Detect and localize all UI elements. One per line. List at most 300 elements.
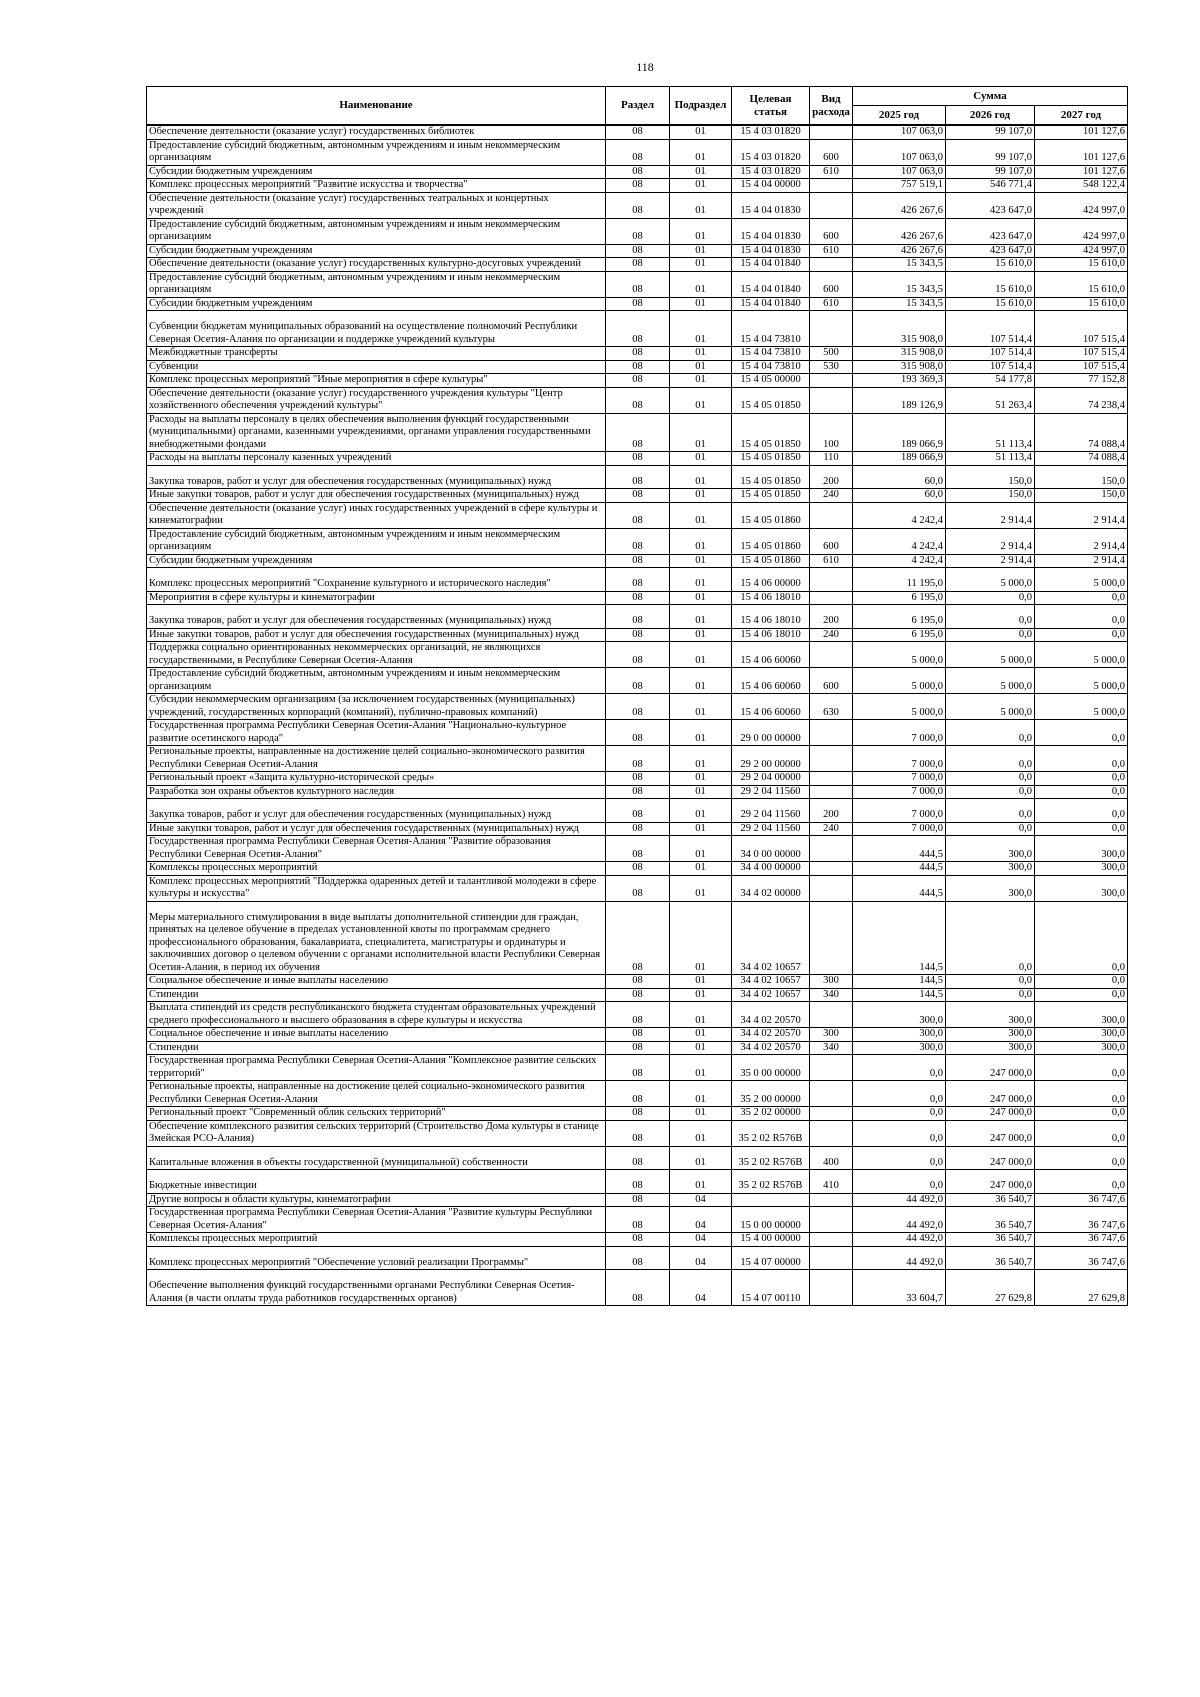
row-target-article: 15 4 04 01830 — [732, 192, 810, 218]
row-amount-2026: 15 610,0 — [946, 258, 1035, 272]
row-expense-type — [810, 1107, 853, 1121]
row-amount-2027: 0,0 — [1035, 785, 1128, 799]
row-expense-type — [810, 591, 853, 605]
row-section: 08 — [606, 1246, 670, 1270]
row-subsection: 01 — [670, 244, 732, 258]
header-expense-type: Вид расхода — [810, 87, 853, 126]
row-subsection: 01 — [670, 452, 732, 466]
row-amount-2026: 51 263,4 — [946, 387, 1035, 413]
row-amount-2025: 315 908,0 — [853, 311, 946, 347]
row-subsection: 01 — [670, 1055, 732, 1081]
row-target-article: 15 4 04 01830 — [732, 218, 810, 244]
row-name: Закупка товаров, работ и услуг для обеспечения государственных (муниципальных) нужд — [147, 605, 606, 629]
table-row — [147, 720, 1128, 746]
row-amount-2025: 0,0 — [853, 1081, 946, 1107]
row-amount-2025: 5 000,0 — [853, 642, 946, 668]
row-amount-2026: 36 540,7 — [946, 1207, 1035, 1233]
table-row — [147, 1081, 1128, 1107]
row-target-article: 15 4 05 01860 — [732, 528, 810, 554]
row-amount-2025: 6 195,0 — [853, 628, 946, 642]
row-expense-type: 200 — [810, 799, 853, 823]
row-amount-2027: 5 000,0 — [1035, 694, 1128, 720]
row-section: 08 — [606, 387, 670, 413]
row-name: Межбюджетные трансферты — [147, 347, 606, 361]
row-amount-2026: 0,0 — [946, 799, 1035, 823]
row-amount-2025: 6 195,0 — [853, 591, 946, 605]
row-subsection: 01 — [670, 374, 732, 388]
table-row — [147, 271, 1128, 297]
row-name: Субсидии бюджетным учреждениям — [147, 297, 606, 311]
table-row — [147, 785, 1128, 799]
row-expense-type — [810, 1270, 853, 1306]
row-section: 08 — [606, 1081, 670, 1107]
row-target-article: 15 0 00 00000 — [732, 1207, 810, 1233]
row-subsection: 04 — [670, 1207, 732, 1233]
table-row — [147, 452, 1128, 466]
row-expense-type: 600 — [810, 668, 853, 694]
row-section: 08 — [606, 1107, 670, 1121]
row-amount-2027: 5 000,0 — [1035, 642, 1128, 668]
row-amount-2027: 0,0 — [1035, 1055, 1128, 1081]
row-name: Региональные проекты, направленные на достижение целей социально-экономического развития Республики Северная Осетия-Алания — [147, 746, 606, 772]
row-target-article: 15 4 05 01850 — [732, 452, 810, 466]
row-expense-type — [810, 862, 853, 876]
row-amount-2026: 300,0 — [946, 1041, 1035, 1055]
row-expense-type: 600 — [810, 218, 853, 244]
row-target-article: 34 4 02 10657 — [732, 901, 810, 975]
row-expense-type — [810, 720, 853, 746]
row-amount-2026: 300,0 — [946, 875, 1035, 901]
row-expense-type — [810, 1207, 853, 1233]
row-name: Расходы на выплаты персоналу казенных учреждений — [147, 452, 606, 466]
row-amount-2025: 193 369,3 — [853, 374, 946, 388]
row-target-article: 15 4 05 01850 — [732, 413, 810, 452]
row-section: 08 — [606, 836, 670, 862]
row-subsection: 01 — [670, 465, 732, 489]
row-amount-2027: 0,0 — [1035, 799, 1128, 823]
row-amount-2026: 300,0 — [946, 1002, 1035, 1028]
table-row — [147, 642, 1128, 668]
row-amount-2027: 36 747,6 — [1035, 1193, 1128, 1207]
row-expense-type: 610 — [810, 244, 853, 258]
row-target-article: 29 2 04 00000 — [732, 772, 810, 786]
row-expense-type — [810, 785, 853, 799]
row-amount-2026: 15 610,0 — [946, 297, 1035, 311]
table-row — [147, 975, 1128, 989]
row-section: 08 — [606, 1055, 670, 1081]
row-expense-type — [810, 875, 853, 901]
row-expense-type — [810, 125, 853, 139]
row-amount-2027: 0,0 — [1035, 746, 1128, 772]
row-amount-2026: 0,0 — [946, 746, 1035, 772]
row-amount-2027: 0,0 — [1035, 901, 1128, 975]
row-name: Обеспечение выполнения функций государственными органами Республики Северная Осетия-Алания (в части оплаты труда работников государственных органов) — [147, 1270, 606, 1306]
row-expense-type: 530 — [810, 360, 853, 374]
row-amount-2025: 107 063,0 — [853, 165, 946, 179]
row-name: Предоставление субсидий бюджетным, автономным учреждениям и иным некоммерческим организациям — [147, 528, 606, 554]
table-row — [147, 311, 1128, 347]
row-target-article: 15 4 07 00110 — [732, 1270, 810, 1306]
row-amount-2027: 101 127,6 — [1035, 165, 1128, 179]
table-row — [147, 875, 1128, 901]
row-target-article: 15 4 04 01840 — [732, 258, 810, 272]
row-expense-type — [810, 1055, 853, 1081]
table-row — [147, 258, 1128, 272]
row-subsection: 01 — [670, 988, 732, 1002]
row-amount-2025: 300,0 — [853, 1002, 946, 1028]
row-amount-2027: 150,0 — [1035, 489, 1128, 503]
row-amount-2027: 424 997,0 — [1035, 192, 1128, 218]
row-name: Субсидии бюджетным учреждениям — [147, 554, 606, 568]
header-subsection: Подраздел — [670, 87, 732, 126]
row-name: Иные закупки товаров, работ и услуг для обеспечения государственных (муниципальных) нужд — [147, 822, 606, 836]
row-expense-type: 340 — [810, 1041, 853, 1055]
row-subsection: 01 — [670, 528, 732, 554]
table-row — [147, 489, 1128, 503]
row-section: 08 — [606, 311, 670, 347]
table-row — [147, 1107, 1128, 1121]
row-amount-2025: 4 242,4 — [853, 554, 946, 568]
row-amount-2027: 101 127,6 — [1035, 125, 1128, 139]
row-expense-type — [810, 836, 853, 862]
row-amount-2026: 247 000,0 — [946, 1081, 1035, 1107]
row-section: 08 — [606, 772, 670, 786]
row-subsection: 01 — [670, 297, 732, 311]
row-subsection: 01 — [670, 347, 732, 361]
row-expense-type — [810, 1120, 853, 1146]
row-amount-2026: 99 107,0 — [946, 165, 1035, 179]
table-row — [147, 125, 1128, 139]
row-amount-2025: 15 343,5 — [853, 271, 946, 297]
row-expense-type: 600 — [810, 528, 853, 554]
row-section: 08 — [606, 125, 670, 139]
row-amount-2026: 51 113,4 — [946, 413, 1035, 452]
row-amount-2026: 0,0 — [946, 822, 1035, 836]
table-row — [147, 528, 1128, 554]
page-number: 118 — [636, 60, 654, 74]
row-expense-type — [810, 746, 853, 772]
row-amount-2025: 0,0 — [853, 1107, 946, 1121]
row-subsection: 01 — [670, 179, 732, 193]
row-expense-type: 110 — [810, 452, 853, 466]
row-subsection: 01 — [670, 591, 732, 605]
row-target-article: 15 4 04 01840 — [732, 297, 810, 311]
row-expense-type: 340 — [810, 988, 853, 1002]
row-amount-2026: 423 647,0 — [946, 244, 1035, 258]
row-name: Социальное обеспечение и иные выплаты населению — [147, 975, 606, 989]
row-amount-2025: 315 908,0 — [853, 347, 946, 361]
table-row — [147, 1146, 1128, 1170]
row-subsection: 01 — [670, 862, 732, 876]
row-subsection: 01 — [670, 413, 732, 452]
row-section: 08 — [606, 192, 670, 218]
row-expense-type — [810, 568, 853, 592]
table-row — [147, 1041, 1128, 1055]
row-subsection: 01 — [670, 165, 732, 179]
row-amount-2027: 0,0 — [1035, 1146, 1128, 1170]
row-section: 08 — [606, 862, 670, 876]
row-amount-2027: 15 610,0 — [1035, 258, 1128, 272]
row-section: 08 — [606, 179, 670, 193]
row-amount-2025: 426 267,6 — [853, 192, 946, 218]
row-target-article: 15 4 04 73810 — [732, 311, 810, 347]
table-row — [147, 1270, 1128, 1306]
row-expense-type: 410 — [810, 1170, 853, 1194]
row-amount-2027: 107 515,4 — [1035, 360, 1128, 374]
row-name: Обеспечение деятельности (оказание услуг) иных государственных учреждений в сфере культуры и кинематографии — [147, 502, 606, 528]
row-expense-type: 240 — [810, 822, 853, 836]
row-amount-2025: 107 063,0 — [853, 125, 946, 139]
table-row — [147, 605, 1128, 629]
row-subsection: 01 — [670, 192, 732, 218]
row-expense-type: 610 — [810, 297, 853, 311]
row-amount-2027: 424 997,0 — [1035, 244, 1128, 258]
row-amount-2025: 7 000,0 — [853, 772, 946, 786]
row-name: Мероприятия в сфере культуры и кинематографии — [147, 591, 606, 605]
row-name: Субсидии бюджетным учреждениям — [147, 165, 606, 179]
row-amount-2026: 247 000,0 — [946, 1146, 1035, 1170]
row-name: Стипендии — [147, 988, 606, 1002]
row-name: Субсидии некоммерческим организациям (за исключением государственных (муниципальных) учреждений, государственных корпораций (компаний), публично-правовых компаний) — [147, 694, 606, 720]
row-expense-type: 600 — [810, 139, 853, 165]
row-target-article: 15 4 05 00000 — [732, 374, 810, 388]
row-amount-2025: 144,5 — [853, 901, 946, 975]
row-section: 08 — [606, 1120, 670, 1146]
row-amount-2025: 426 267,6 — [853, 218, 946, 244]
row-subsection: 04 — [670, 1270, 732, 1306]
row-name: Государственная программа Республики Северная Осетия-Алания "Развитие образования Республики Северная Осетия-Алания" — [147, 836, 606, 862]
row-name: Государственная программа Республики Северная Осетия-Алания "Национально-культурное развитие осетинского народа" — [147, 720, 606, 746]
row-name: Разработка зон охраны объектов культурного наследия — [147, 785, 606, 799]
table-row — [147, 1207, 1128, 1233]
row-amount-2025: 7 000,0 — [853, 720, 946, 746]
row-section: 08 — [606, 528, 670, 554]
row-subsection: 01 — [670, 720, 732, 746]
row-name: Комплексы процессных мероприятий — [147, 1233, 606, 1247]
row-subsection: 01 — [670, 1120, 732, 1146]
row-target-article: 15 4 06 18010 — [732, 628, 810, 642]
row-name: Закупка товаров, работ и услуг для обеспечения государственных (муниципальных) нужд — [147, 799, 606, 823]
row-amount-2026: 0,0 — [946, 988, 1035, 1002]
row-name: Субсидии бюджетным учреждениям — [147, 244, 606, 258]
row-subsection: 01 — [670, 139, 732, 165]
table-row — [147, 591, 1128, 605]
row-target-article: 34 4 02 10657 — [732, 988, 810, 1002]
row-amount-2026: 5 000,0 — [946, 642, 1035, 668]
row-section: 08 — [606, 360, 670, 374]
row-target-article: 15 4 04 01840 — [732, 271, 810, 297]
row-amount-2026: 0,0 — [946, 591, 1035, 605]
table-row — [147, 836, 1128, 862]
row-name: Обеспечение деятельности (оказание услуг) государственных театральных и концертных учреждений — [147, 192, 606, 218]
row-target-article: 15 4 03 01820 — [732, 139, 810, 165]
row-expense-type — [810, 1193, 853, 1207]
row-target-article: 34 4 02 00000 — [732, 875, 810, 901]
row-subsection: 01 — [670, 1146, 732, 1170]
table-row — [147, 901, 1128, 975]
row-amount-2025: 5 000,0 — [853, 668, 946, 694]
table-row — [147, 1028, 1128, 1042]
row-subsection: 04 — [670, 1233, 732, 1247]
row-amount-2027: 15 610,0 — [1035, 271, 1128, 297]
row-amount-2025: 15 343,5 — [853, 258, 946, 272]
row-expense-type — [810, 1233, 853, 1247]
table-row — [147, 1002, 1128, 1028]
row-subsection: 01 — [670, 554, 732, 568]
row-amount-2025: 4 242,4 — [853, 502, 946, 528]
row-name: Комплекс процессных мероприятий "Обеспечение условий реализации Программы" — [147, 1246, 606, 1270]
row-amount-2026: 150,0 — [946, 465, 1035, 489]
row-section: 08 — [606, 1207, 670, 1233]
row-amount-2025: 44 492,0 — [853, 1246, 946, 1270]
row-amount-2027: 27 629,8 — [1035, 1270, 1128, 1306]
row-section: 08 — [606, 244, 670, 258]
row-amount-2025: 107 063,0 — [853, 139, 946, 165]
row-amount-2025: 444,5 — [853, 862, 946, 876]
row-subsection: 01 — [670, 746, 732, 772]
row-expense-type — [810, 192, 853, 218]
row-target-article: 15 4 03 01820 — [732, 125, 810, 139]
table-row — [147, 1193, 1128, 1207]
row-section: 08 — [606, 568, 670, 592]
row-amount-2027: 300,0 — [1035, 1002, 1128, 1028]
row-section: 08 — [606, 1270, 670, 1306]
row-target-article: 15 4 04 73810 — [732, 347, 810, 361]
row-amount-2025: 189 066,9 — [853, 413, 946, 452]
row-expense-type: 500 — [810, 347, 853, 361]
row-amount-2027: 300,0 — [1035, 875, 1128, 901]
row-section: 08 — [606, 258, 670, 272]
row-amount-2025: 0,0 — [853, 1120, 946, 1146]
row-name: Капитальные вложения в объекты государственной (муниципальной) собственности — [147, 1146, 606, 1170]
row-amount-2026: 247 000,0 — [946, 1107, 1035, 1121]
row-name: Государственная программа Республики Северная Осетия-Алания "Комплексное развитие сельских территорий" — [147, 1055, 606, 1081]
row-section: 08 — [606, 218, 670, 244]
row-name: Предоставление субсидий бюджетным, автономным учреждениям и иным некоммерческим организациям — [147, 271, 606, 297]
row-target-article: 15 4 06 18010 — [732, 591, 810, 605]
row-amount-2026: 0,0 — [946, 975, 1035, 989]
row-amount-2025: 60,0 — [853, 465, 946, 489]
row-expense-type — [810, 1246, 853, 1270]
row-name: Иные закупки товаров, работ и услуг для обеспечения государственных (муниципальных) нужд — [147, 489, 606, 503]
row-subsection: 01 — [670, 901, 732, 975]
table-row — [147, 628, 1128, 642]
row-amount-2026: 36 540,7 — [946, 1193, 1035, 1207]
row-name: Социальное обеспечение и иные выплаты населению — [147, 1028, 606, 1042]
row-target-article: 15 4 04 00000 — [732, 179, 810, 193]
header-year-2025: 2025 год — [853, 106, 946, 126]
table-row — [147, 694, 1128, 720]
table-row — [147, 988, 1128, 1002]
row-amount-2025: 144,5 — [853, 975, 946, 989]
row-amount-2027: 0,0 — [1035, 772, 1128, 786]
row-section: 08 — [606, 452, 670, 466]
row-name: Расходы на выплаты персоналу в целях обеспечения выполнения функций государственными (муниципальными) органами, казенными учреждениями, органами управления государственными внебюджетными фондами — [147, 413, 606, 452]
row-amount-2026: 107 514,4 — [946, 347, 1035, 361]
row-amount-2026: 0,0 — [946, 605, 1035, 629]
table-row — [147, 1055, 1128, 1081]
row-expense-type: 240 — [810, 489, 853, 503]
row-name: Региональные проекты, направленные на достижение целей социально-экономического развития Республики Северная Осетия-Алания — [147, 1081, 606, 1107]
row-section: 08 — [606, 605, 670, 629]
row-name: Региональный проект "Современный облик сельских территорий" — [147, 1107, 606, 1121]
row-section: 08 — [606, 297, 670, 311]
row-amount-2027: 0,0 — [1035, 1081, 1128, 1107]
row-target-article: 34 4 02 20570 — [732, 1002, 810, 1028]
row-section: 08 — [606, 1028, 670, 1042]
row-amount-2025: 44 492,0 — [853, 1207, 946, 1233]
row-section: 08 — [606, 1233, 670, 1247]
row-target-article: 35 2 02 R576B — [732, 1120, 810, 1146]
row-amount-2026: 99 107,0 — [946, 139, 1035, 165]
row-subsection: 01 — [670, 125, 732, 139]
row-amount-2025: 300,0 — [853, 1028, 946, 1042]
row-amount-2027: 74 238,4 — [1035, 387, 1128, 413]
row-amount-2026: 247 000,0 — [946, 1120, 1035, 1146]
row-amount-2026: 0,0 — [946, 772, 1035, 786]
table-row — [147, 1233, 1128, 1247]
row-amount-2027: 36 747,6 — [1035, 1207, 1128, 1233]
row-target-article: 15 4 06 00000 — [732, 568, 810, 592]
row-amount-2025: 0,0 — [853, 1055, 946, 1081]
row-name: Субвенции — [147, 360, 606, 374]
row-section: 08 — [606, 975, 670, 989]
row-amount-2025: 0,0 — [853, 1170, 946, 1194]
row-expense-type: 300 — [810, 975, 853, 989]
row-section: 08 — [606, 988, 670, 1002]
row-subsection: 01 — [670, 1081, 732, 1107]
table-row — [147, 568, 1128, 592]
row-expense-type — [810, 901, 853, 975]
row-amount-2027: 0,0 — [1035, 591, 1128, 605]
row-name: Меры материального стимулирования в виде выплаты дополнительной стипендии для граждан, принятых на целевое обучение в пределах установленной квоты по программам среднего профессионального образования, бакалавриата, специалитета, магистратуры и ординатуры и заключивших договор о целевом обучении с органами исполнительной власти Республики Северная Осетия-Алания, в период их обучения — [147, 901, 606, 975]
row-expense-type — [810, 311, 853, 347]
row-section: 08 — [606, 799, 670, 823]
table-row — [147, 1170, 1128, 1194]
table-row — [147, 139, 1128, 165]
row-expense-type — [810, 772, 853, 786]
row-target-article: 35 0 00 00000 — [732, 1055, 810, 1081]
row-amount-2027: 424 997,0 — [1035, 218, 1128, 244]
row-subsection: 01 — [670, 1170, 732, 1194]
row-section: 08 — [606, 720, 670, 746]
row-amount-2025: 0,0 — [853, 1146, 946, 1170]
row-amount-2026: 5 000,0 — [946, 568, 1035, 592]
row-target-article: 29 2 00 00000 — [732, 746, 810, 772]
row-section: 08 — [606, 1170, 670, 1194]
row-name: Предоставление субсидий бюджетным, автономным учреждениям и иным некоммерческим организациям — [147, 218, 606, 244]
row-subsection: 01 — [670, 360, 732, 374]
table-row — [147, 192, 1128, 218]
row-amount-2027: 5 000,0 — [1035, 568, 1128, 592]
table-row — [147, 502, 1128, 528]
row-section: 08 — [606, 642, 670, 668]
row-target-article: 15 4 06 60060 — [732, 642, 810, 668]
row-amount-2026: 0,0 — [946, 785, 1035, 799]
row-section: 08 — [606, 875, 670, 901]
row-amount-2026: 0,0 — [946, 901, 1035, 975]
row-name: Бюджетные инвестиции — [147, 1170, 606, 1194]
row-amount-2026: 423 647,0 — [946, 192, 1035, 218]
row-amount-2027: 0,0 — [1035, 1120, 1128, 1146]
row-amount-2026: 300,0 — [946, 862, 1035, 876]
table-row — [147, 297, 1128, 311]
row-amount-2027: 0,0 — [1035, 628, 1128, 642]
row-section: 08 — [606, 554, 670, 568]
row-subsection: 01 — [670, 694, 732, 720]
row-subsection: 01 — [670, 799, 732, 823]
row-amount-2027: 150,0 — [1035, 465, 1128, 489]
